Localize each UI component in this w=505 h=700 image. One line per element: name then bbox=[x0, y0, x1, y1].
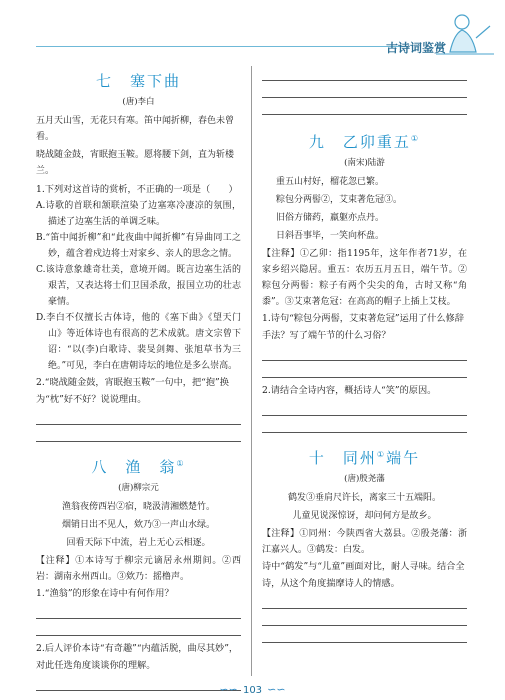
answer-line[interactable] bbox=[262, 64, 467, 81]
answer-line[interactable] bbox=[262, 81, 467, 98]
answer-line[interactable] bbox=[262, 592, 467, 609]
poem9-title: 九 乙卯重五① bbox=[308, 133, 421, 151]
poem8-question-2: 2.后人评价本诗“有奇趣”“内蕴活脱，曲尽其妙”，对此任选角度谈谈你的理解。 bbox=[36, 643, 239, 671]
right-column bbox=[262, 64, 467, 643]
answer-line[interactable] bbox=[262, 344, 467, 361]
poem9-author: (南宋)陆游 bbox=[344, 158, 385, 168]
poem7-option-b: B.“笛中闻折柳”和“此夜曲中闻折柳”有异曲同工之妙，蕴含着戍边将士对家乡、亲人的思念之情。 bbox=[36, 233, 241, 259]
poem7-question-1: 1.下列对这首诗的赏析，不正确的一项是（ ） bbox=[36, 184, 238, 195]
poem9-question-2: 2.请结合全诗内容，概括诗人“笑”的原因。 bbox=[262, 385, 437, 396]
poem8-author: (唐)柳宗元 bbox=[118, 483, 159, 493]
poem10-question: 诗中“鹤发”与“儿童”画面对比，耐人寻味。结合全诗，从这个角度揣摩诗人的情感。 bbox=[262, 561, 465, 589]
poem7-title: 七 塞下曲 bbox=[95, 72, 181, 90]
poem8-line-1: 渔翁夜傍西岩②宿，晓汲清湘燃楚竹。 bbox=[61, 502, 215, 512]
column-divider bbox=[251, 66, 252, 676]
page-header bbox=[0, 0, 505, 62]
answer-line[interactable] bbox=[262, 98, 467, 115]
poem8-line-2: 烟销日出不见人，欸乃③一声山水绿。 bbox=[61, 520, 215, 530]
poem9-line-2: 粽包分两髻②，艾束著危冠③。 bbox=[276, 195, 403, 205]
poem8-title: 八 渔 翁① bbox=[91, 458, 186, 476]
poem7-option-a: A.诗歌的首联和颔联渲染了边塞寒冷凄凉的氛围，描述了边塞生活的单调乏味。 bbox=[36, 201, 241, 227]
poem9-question-1: 1.诗句“粽包分两髻，艾束著危冠”运用了什么修辞手法？写了端午节的什么习俗？ bbox=[262, 313, 464, 341]
answer-line[interactable] bbox=[36, 408, 241, 425]
answer-line[interactable] bbox=[36, 425, 241, 442]
answer-line[interactable] bbox=[262, 399, 467, 416]
poem10-title: 十 同州①端午 bbox=[308, 449, 421, 467]
poem9-line-3: 旧俗方储药，羸躯亦点丹。 bbox=[276, 213, 385, 223]
poem7-option-c: C.该诗意象雄奇壮美，意境开阔。既言边塞生活的艰苦，又表达将士们卫国杀敌，报国立功的壮志豪情。 bbox=[36, 265, 241, 307]
section-tag: 古诗词鉴赏 bbox=[386, 41, 447, 55]
answer-line[interactable] bbox=[262, 609, 467, 626]
poem8-line-3: 回看天际下中流，岩上无心云相逐。 bbox=[66, 538, 211, 548]
answer-line[interactable] bbox=[36, 602, 241, 619]
poem10-line-2: 儿童见说深惊讶，却问何方是故乡。 bbox=[292, 511, 437, 521]
page-footer bbox=[0, 678, 505, 697]
poem7-question-2: 2.“晓战随金鼓，宵眠抱玉鞍”一句中，把“抱”换为“枕”好不好？说说理由。 bbox=[36, 377, 229, 405]
poem7-author: (唐)李白 bbox=[122, 97, 155, 107]
wave-ornament-right-icon: ∽∽ bbox=[267, 683, 286, 696]
poem8-annotation: 【注释】①本诗写于柳宗元谪居永州期间。②西岩：湖南永州西山。③欸乃：摇橹声。 bbox=[36, 556, 241, 582]
wave-ornament-left-icon: ∽∽ bbox=[219, 683, 238, 696]
poem10-author: (唐)殷尧藩 bbox=[344, 474, 385, 484]
header-rule bbox=[36, 46, 406, 47]
page-number: 103 bbox=[242, 685, 263, 696]
poem9-line-1: 重五山村好，榴花忽已繁。 bbox=[276, 177, 385, 187]
poem7-option-d: D.李白不仅擅长古体诗，他的《塞下曲》《望天门山》等近体诗也有很高的艺术成就。唐文宗曾下诏：“以(李)白歌诗、裴旻剑舞、张旭草书为三绝。”可见，李白在唐朝诗坛的地位是多么崇高。 bbox=[36, 313, 241, 371]
poem8-question-1: 1.“渔翁”的形象在诗中有何作用？ bbox=[36, 588, 174, 599]
answer-line[interactable] bbox=[36, 619, 241, 636]
answer-line[interactable] bbox=[262, 416, 467, 433]
poem7-line-2: 晓战随金鼓，宵眠抱玉鞍。愿将腰下剑，直为斩楼兰。 bbox=[36, 150, 235, 176]
answer-line[interactable] bbox=[262, 361, 467, 378]
poem10-annotation: 【注释】①同州：今陕西省大荔县。②殷尧藩：浙江嘉兴人。③鹤发：白发。 bbox=[262, 529, 467, 555]
poem9-annotation: 【注释】①乙卯：指1195年，这年作者71岁，在家乡绍兴隐居。重五：农历五月五日，端午节。②粽包分两髻：粽子有两个尖尖的角，古时又称“角黍”。③艾束著危冠：在高高的帽子上插上艾枝。 bbox=[262, 249, 467, 307]
answer-line[interactable] bbox=[262, 626, 467, 643]
poem10-line-1: 鹤发③垂肩尺许长，离家三十五端阳。 bbox=[287, 493, 441, 503]
poem9-body bbox=[262, 174, 467, 244]
poem7-line-1: 五月天山雪，无花只有寒。笛中闻折柳，春色未曾看。 bbox=[36, 116, 235, 142]
left-column bbox=[36, 64, 241, 691]
poem9-line-4: 日斜吾事毕，一笑向杯盘。 bbox=[276, 231, 385, 241]
scholar-illustration-icon bbox=[432, 8, 496, 58]
